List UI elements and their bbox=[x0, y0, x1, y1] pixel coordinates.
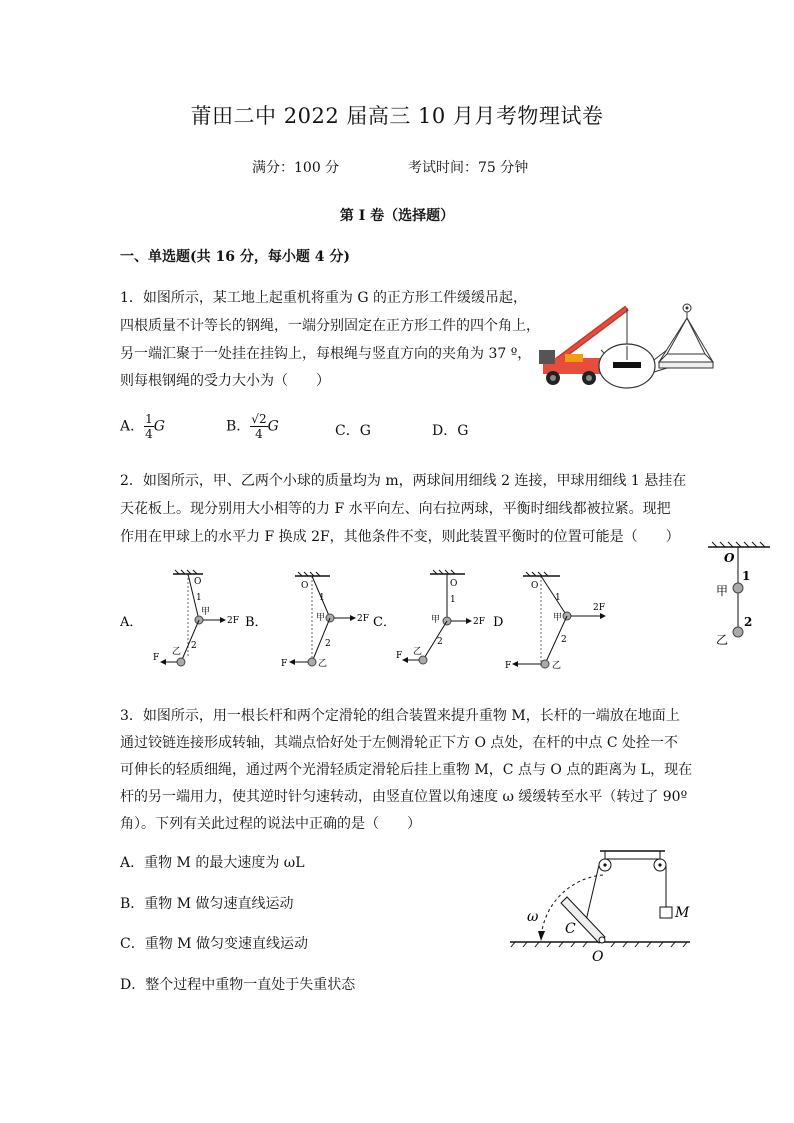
q1-option-c[interactable]: C．G bbox=[335, 423, 371, 439]
q3-line: 可伸长的轻质细绳，通过两个光滑轻质定滑轮后挂上重物 M，C 点与 O 点的距离为 L，现在 bbox=[120, 762, 693, 778]
q2-reference-figure bbox=[700, 540, 780, 650]
section-heading: 第 I 卷（选择题） bbox=[339, 208, 455, 224]
q3-line: 杆的另一端用力，使其逆时针匀速转动，由竖直位置以角速度 ω 缓缓转至水平（转过了 90º bbox=[120, 789, 688, 805]
q2-line: 2．如图所示，甲、乙两个小球的质量均为 m，两球间用细线 2 连接，甲球用细线 1 悬挂在 bbox=[120, 473, 687, 489]
q2-d-o-label: O bbox=[531, 581, 539, 591]
exam-time: 考试时间：75 分钟 bbox=[408, 160, 529, 176]
q2-c-line1-label: 1 bbox=[450, 595, 456, 605]
q1-option-a-fraction bbox=[144, 412, 154, 441]
q2-c-line2-label: 2 bbox=[437, 637, 443, 647]
pulley-left bbox=[599, 859, 611, 871]
subsection-heading: 一、单选题(共 16 分，每小题 4 分) bbox=[120, 249, 350, 265]
q1-option-b-suffix: G bbox=[267, 418, 279, 435]
q2-ref-line1-label: 1 bbox=[742, 569, 751, 583]
q3-option-a[interactable]: A．重物 M 的最大速度为 ωL bbox=[120, 855, 305, 871]
q1-option-b-prefix: B． bbox=[226, 418, 251, 435]
q2-c-o-label: O bbox=[450, 579, 458, 589]
q2-c-f-label: F bbox=[396, 651, 403, 661]
pyramid-workpiece bbox=[659, 304, 713, 368]
q1-line: 1．如图所示，某工地上起重机将重为 G 的正方形工件缓缓吊起， bbox=[120, 290, 527, 306]
q1-option-b-fraction bbox=[250, 412, 267, 441]
q1-option-a[interactable] bbox=[120, 412, 165, 441]
q1-option-b-den: 4 bbox=[255, 427, 263, 441]
q2-a-yi-label: 乙 bbox=[172, 647, 182, 657]
q2-d-f-label: F bbox=[505, 661, 512, 671]
q2-ref-o-label: O bbox=[724, 551, 735, 565]
q2-option-d-label[interactable]: D bbox=[493, 615, 504, 630]
weight-m bbox=[660, 907, 672, 918]
q2-option-a-label[interactable]: A． bbox=[120, 615, 143, 630]
q3-line: 角）。下列有关此过程的说法中正确的是（ ） bbox=[120, 816, 421, 832]
q2-line: 作用在甲球上的水平力 F 换成 2F，其他条件不变，则此装置平衡时的位置可能是（ ） bbox=[120, 529, 680, 545]
q2-option-c-label[interactable]: C． bbox=[373, 615, 396, 630]
q2-b-2f-label: 2F bbox=[357, 614, 369, 624]
q2-ref-line2-label: 2 bbox=[744, 615, 753, 629]
q1-line: 另一端汇聚于一处挂在挂钩上，每根绳与竖直方向的夹角为 37 º， bbox=[120, 346, 532, 362]
zoom-bubble bbox=[599, 344, 667, 388]
q3-line: 3．如图所示，用一根长杆和两个定滑轮的组合装置来提升重物 M，长杆的一端放在地面上 bbox=[120, 708, 680, 724]
q1-crane-figure bbox=[535, 300, 715, 395]
q1-option-a-prefix: A． bbox=[120, 418, 145, 435]
q2-ref-jia-label: 甲 bbox=[716, 584, 729, 598]
q3-option-d[interactable]: D．整个过程中重物一直处于失重状态 bbox=[120, 977, 356, 993]
q2-line: 天花板上。现分别用大小相等的力 F 水平向左、向右拉两球，平衡时细线都被拉紧。现把 bbox=[120, 501, 671, 517]
q3-option-c[interactable]: C．重物 M 做匀变速直线运动 bbox=[120, 936, 308, 952]
q1-option-d[interactable]: D．G bbox=[432, 423, 469, 439]
q2-ref-yi-label: 乙 bbox=[716, 633, 729, 647]
hinge bbox=[599, 937, 605, 943]
q2-a-2f-label: 2F bbox=[227, 616, 239, 626]
q2-c-2f-label: 2F bbox=[473, 617, 485, 627]
q2-b-f-label: F bbox=[281, 659, 288, 669]
page-title: 莆田二中 2022 届高三 10 月月考物理试卷 bbox=[190, 104, 604, 128]
full-marks: 满分：100 分 bbox=[252, 160, 340, 176]
q2-a-line2-label: 2 bbox=[191, 641, 197, 651]
q1-line: 四根质量不计等长的钢绳，一端分别固定在正方形工件的四个角上， bbox=[120, 318, 540, 334]
q2-d-yi-label: 乙 bbox=[552, 661, 562, 671]
q2-option-a-diagram bbox=[161, 570, 225, 666]
q2-a-f-label: F bbox=[153, 653, 160, 663]
pulley-right bbox=[654, 859, 666, 871]
q3-pulley-figure bbox=[505, 845, 695, 970]
q2-d-2f-label: 2F bbox=[593, 603, 605, 613]
q2-d-line1-label: 1 bbox=[555, 593, 561, 603]
q1-line: 则每根钢绳的受力大小为（ ） bbox=[120, 373, 330, 389]
q3-m-label: M bbox=[675, 905, 690, 921]
q2-d-line2-label: 2 bbox=[561, 635, 567, 645]
q3-line: 通过铰链连接形成转轴，其端点恰好处于左侧滑轮正下方 O 点处，在杆的中点 C 处拴一不 bbox=[120, 735, 678, 751]
q2-option-b-label[interactable]: B． bbox=[245, 615, 268, 630]
q1-option-a-suffix: G bbox=[153, 418, 165, 435]
q3-c-label: C bbox=[565, 921, 576, 937]
q2-c-jia-label: 甲 bbox=[431, 615, 441, 625]
q2-a-o-label: O bbox=[194, 577, 202, 587]
q3-o-label: O bbox=[592, 949, 604, 965]
q2-a-jia-label: 甲 bbox=[201, 607, 211, 617]
q2-b-jia-label: 甲 bbox=[316, 613, 326, 623]
q1-option-b[interactable] bbox=[226, 412, 279, 441]
q2-d-jia-label: 甲 bbox=[553, 613, 563, 623]
q2-options-figure bbox=[115, 566, 675, 676]
q2-a-line1-label: 1 bbox=[196, 593, 202, 603]
q1-option-a-num: 1 bbox=[145, 412, 153, 426]
q1-option-a-den: 4 bbox=[145, 427, 153, 441]
q2-b-o-label: O bbox=[301, 581, 309, 591]
q1-option-b-num: √2 bbox=[251, 412, 267, 426]
q3-omega-label: ω bbox=[527, 909, 539, 925]
q2-c-yi-label: 乙 bbox=[413, 647, 423, 657]
q3-option-b[interactable]: B．重物 M 做匀速直线运动 bbox=[120, 896, 294, 912]
q2-b-line2-label: 2 bbox=[325, 639, 331, 649]
q2-b-yi-label: 乙 bbox=[318, 659, 328, 669]
q2-b-line1-label: 1 bbox=[319, 593, 325, 603]
